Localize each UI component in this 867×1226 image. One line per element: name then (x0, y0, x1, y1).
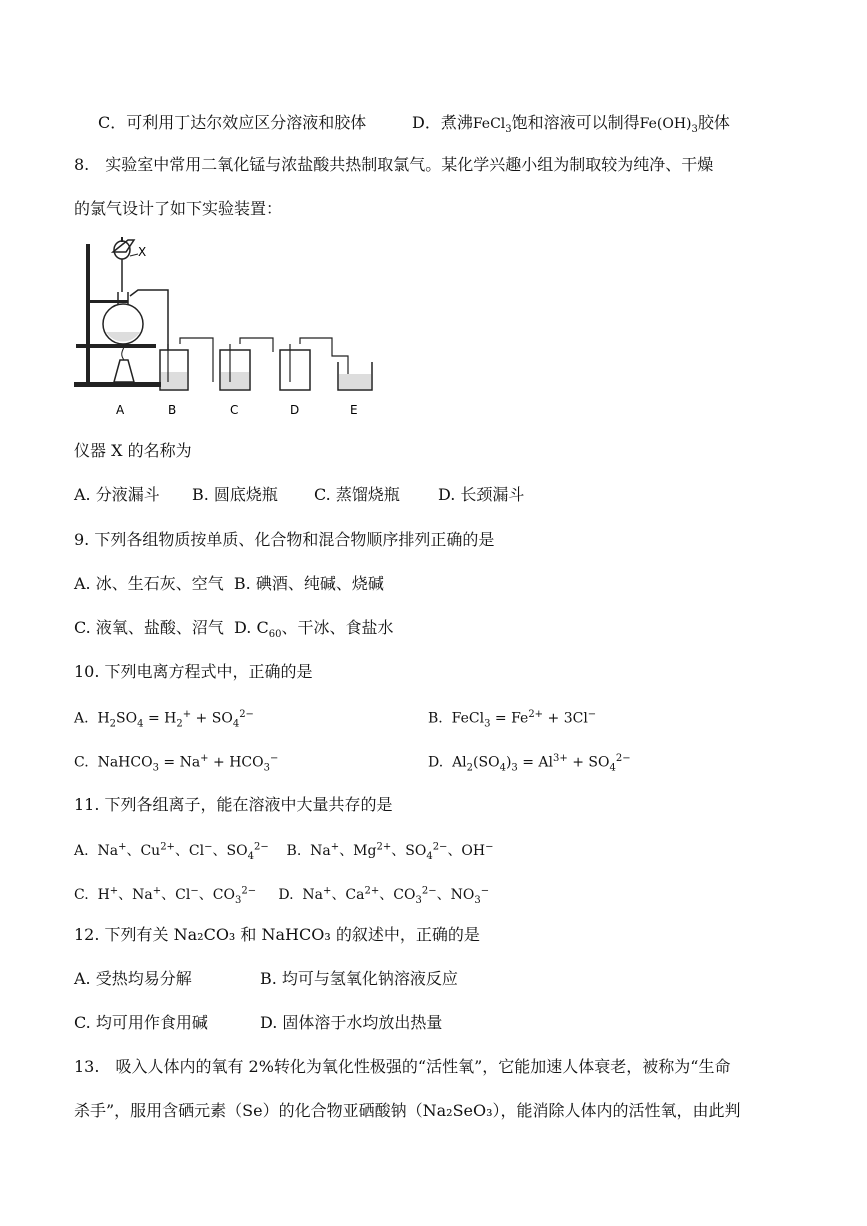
q13-line2: 杀手”，服用含硒元素（Se）的化合物亚硒酸钠（Na₂SeO₃），能消除人体内的活性氧，由此判 (74, 1101, 741, 1120)
q9-stem: 9. 下列各组物质按单质、化合物和混合物顺序排列正确的是 (74, 530, 495, 549)
q11-options-row2 (74, 880, 489, 911)
label-c: C (230, 403, 239, 417)
q11-option-d: D. Na+、$Ca^{2+}$、$CO_3^{2-}$、$NO_3^-$ (278, 885, 490, 906)
q10-option-d: D. $Al_2(SO_4)_3 = Al^{3+} + SO_4^{2-}$ (428, 753, 631, 774)
q9-option-b: B. 碘酒、纯碱、烧碱 (233, 574, 384, 593)
q8-question: 仪器 X 的名称为 (74, 441, 192, 460)
q8-option-c: C. 蒸馏烧瓶 (314, 485, 400, 504)
q12-option-d: D. 固体溶于水均放出热量 (260, 1013, 443, 1032)
iron-ring (76, 344, 156, 348)
q10-option-b: B. FeCl$_3$ = $Fe^{2+} + 3Cl^-$ (428, 709, 597, 730)
q9-options-row2 (74, 617, 393, 646)
apparatus-diagram (68, 232, 388, 422)
q12-option-b: B. 均可与氢氧化钠溶液反应 (260, 969, 458, 988)
q12-option-a: A. 受热均易分解 (74, 969, 192, 988)
stand-pole (86, 244, 90, 384)
q11-option-b: B. Na+、$Mg^{2+}$、$SO_4^{2-}$、OH− (286, 841, 494, 862)
q7-option-d: D．煮沸FeCl$_3$饱和溶液可以制得$Fe(OH)_3$胶体 (412, 113, 730, 135)
q9-options-row1 (74, 573, 384, 595)
q7-option-c: C．可利用丁达尔效应区分溶液和胶体 (98, 113, 367, 132)
label-b: B (168, 403, 177, 417)
q9-option-c: C. 液氧、盐酸、沼气 (74, 618, 224, 637)
q10-option-a: A. $H_2SO_4 = H_2^+ + SO_4^{2-}$ (74, 709, 254, 730)
label-x: X (138, 245, 147, 259)
q8-stem-line2: 的氯气设计了如下实验装置： (74, 199, 283, 218)
bottle-d (280, 350, 310, 390)
q13-line1: 13. 吸入人体内的氧有 2%转化为氧化性极强的“活性氧”，它能加速人体衰老，被称为“生命 (74, 1057, 731, 1076)
q8-option-d: D. 长颈漏斗 (438, 485, 525, 504)
q9-option-a: A. 冰、生石灰、空气 (74, 574, 224, 593)
label-d: D (290, 403, 300, 417)
q11-stem: 11. 下列各组离子，能在溶液中大量共存的是 (74, 795, 393, 814)
q12-option-c: C. 均可用作食用碱 (74, 1013, 208, 1032)
q10-option-c: C. NaHCO$_3$ = $Na^+ + HCO_3^-$ (74, 753, 279, 774)
label-a: A (116, 403, 125, 417)
q8-option-a: A. 分液漏斗 (74, 485, 160, 504)
alcohol-lamp (114, 360, 134, 382)
q10-stem: 10. 下列电离方程式中，正确的是 (74, 662, 313, 681)
q8-stem-line1: 8. 实验室中常用二氧化锰与浓盐酸共热制取氯气。某化学兴趣小组为制取较为纯净、干燥 (74, 155, 714, 174)
q11-option-c: C. H+、Na+、Cl−、$CO_3^{2-}$ (74, 885, 257, 906)
q11-option-a: A. Na+、$Cu^{2+}$、Cl−、$SO_4^{2-}$ (74, 841, 269, 862)
q11-options-row1 (74, 836, 494, 867)
q12-stem: 12. 下列有关 Na₂CO₃ 和 NaHCO₃ 的叙述中，正确的是 (74, 925, 480, 944)
q8-option-b: B. 圆底烧瓶 (192, 485, 278, 504)
q9-option-d: D. $C_{60}$、干冰、食盐水 (234, 618, 394, 641)
label-e: E (350, 403, 358, 417)
